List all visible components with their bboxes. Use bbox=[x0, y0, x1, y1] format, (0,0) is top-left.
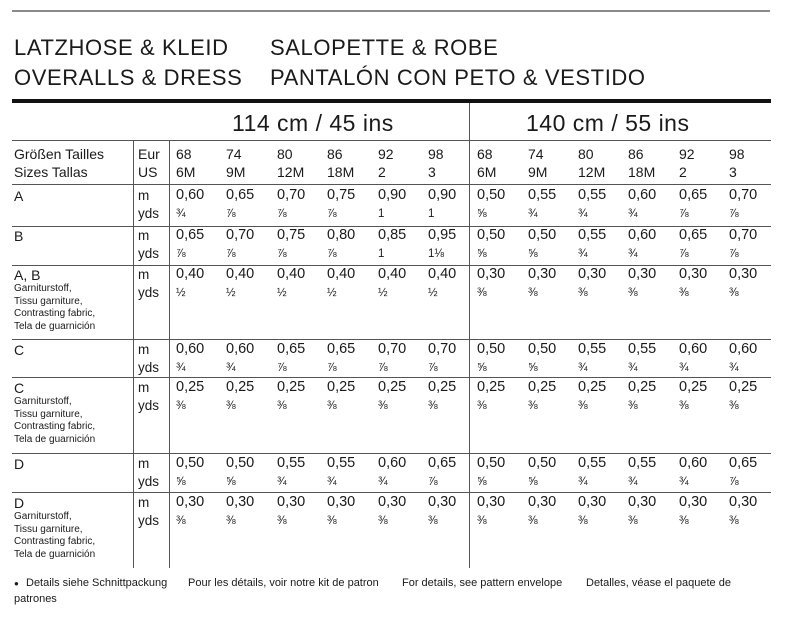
size-us: 3 bbox=[428, 164, 436, 180]
row-sublabel: Tela de guarnición bbox=[14, 433, 96, 445]
meters-value: 0,25 bbox=[528, 379, 557, 395]
size-eur: 74 bbox=[528, 146, 544, 162]
yards-value: ⅜ bbox=[528, 515, 538, 527]
col-rule-label bbox=[133, 140, 134, 568]
size-eur: 98 bbox=[729, 146, 745, 162]
yards-value: ⅝ bbox=[528, 362, 538, 374]
unit-yards: yds bbox=[138, 246, 160, 261]
meters-value: 0,30 bbox=[729, 266, 758, 282]
row-label: D bbox=[14, 495, 25, 511]
yards-value: ½ bbox=[277, 287, 287, 299]
size-us: 3 bbox=[729, 164, 737, 180]
meters-value: 0,60 bbox=[226, 341, 255, 357]
yards-value: ⅞ bbox=[729, 476, 739, 488]
yards-value: ⅜ bbox=[628, 400, 638, 412]
meters-value: 0,75 bbox=[277, 227, 306, 243]
yards-value: ¾ bbox=[628, 362, 638, 374]
meters-value: 0,55 bbox=[578, 455, 607, 471]
size-us: 18M bbox=[628, 164, 656, 180]
width-header-rule bbox=[12, 140, 771, 141]
meters-value: 0,30 bbox=[679, 266, 708, 282]
unit-yards: yds bbox=[138, 474, 160, 489]
meters-value: 0,30 bbox=[477, 266, 506, 282]
meters-value: 0,30 bbox=[528, 494, 557, 510]
yards-value: ⅜ bbox=[277, 400, 287, 412]
meters-value: 0,65 bbox=[176, 227, 205, 243]
meters-value: 0,40 bbox=[277, 266, 306, 282]
unit-yards: yds bbox=[138, 285, 160, 300]
size-us: 9M bbox=[226, 164, 246, 180]
meters-value: 0,65 bbox=[428, 455, 457, 471]
yards-value: ⅝ bbox=[477, 476, 487, 488]
yards-value: ⅜ bbox=[477, 287, 487, 299]
yards-value: ⅜ bbox=[729, 287, 739, 299]
meters-value: 0,50 bbox=[477, 455, 506, 471]
meters-value: 0,40 bbox=[327, 266, 356, 282]
row-sublabel: Garniturstoff, bbox=[14, 396, 72, 407]
yards-value: ⅞ bbox=[327, 208, 337, 220]
size-eur: 98 bbox=[428, 146, 444, 162]
yards-value: 1 bbox=[378, 208, 385, 220]
yards-value: ¾ bbox=[578, 362, 588, 374]
meters-value: 0,65 bbox=[679, 227, 708, 243]
yards-value: ½ bbox=[378, 287, 388, 299]
yards-value: ½ bbox=[226, 287, 236, 299]
meters-value: 0,75 bbox=[327, 187, 356, 203]
yards-value: ¾ bbox=[628, 208, 638, 220]
yards-value: ¾ bbox=[327, 476, 337, 488]
meters-value: 0,30 bbox=[679, 494, 708, 510]
yards-value: ¾ bbox=[578, 476, 588, 488]
yards-value: ⅜ bbox=[477, 515, 487, 527]
fabric-width-140: 140 cm / 55 ins bbox=[526, 110, 690, 136]
yards-value: ⅜ bbox=[226, 515, 236, 527]
size-us: 6M bbox=[477, 164, 497, 180]
meters-value: 0,50 bbox=[477, 187, 506, 203]
meters-value: 0,30 bbox=[528, 266, 557, 282]
meters-value: 0,60 bbox=[679, 455, 708, 471]
yards-value: ⅞ bbox=[327, 362, 337, 374]
yards-value: ⅜ bbox=[378, 515, 388, 527]
yards-value: ⅜ bbox=[729, 515, 739, 527]
yards-value: ⅞ bbox=[277, 208, 287, 220]
yards-value: ¾ bbox=[628, 248, 638, 260]
meters-value: 0,60 bbox=[628, 227, 657, 243]
col-rule-width bbox=[469, 103, 470, 568]
meters-value: 0,80 bbox=[327, 227, 356, 243]
meters-value: 0,55 bbox=[578, 227, 607, 243]
meters-value: 0,55 bbox=[528, 187, 557, 203]
yards-value: ¾ bbox=[277, 476, 287, 488]
meters-value: 0,30 bbox=[729, 494, 758, 510]
yards-value: ¾ bbox=[176, 362, 186, 374]
yards-value: ⅞ bbox=[428, 362, 438, 374]
yards-value: ⅜ bbox=[679, 400, 689, 412]
meters-value: 0,30 bbox=[277, 494, 306, 510]
size-eur: 68 bbox=[477, 146, 493, 162]
yards-value: ⅞ bbox=[729, 208, 739, 220]
yards-value: ⅝ bbox=[528, 248, 538, 260]
unit-eur-label: Eur bbox=[138, 146, 160, 162]
meters-value: 0,70 bbox=[226, 227, 255, 243]
meters-value: 0,50 bbox=[176, 455, 205, 471]
yards-value: ⅞ bbox=[277, 362, 287, 374]
unit-meters: m bbox=[138, 228, 150, 243]
meters-value: 0,70 bbox=[729, 187, 758, 203]
meters-value: 0,55 bbox=[578, 187, 607, 203]
unit-yards: yds bbox=[138, 513, 160, 528]
row-label: B bbox=[14, 228, 24, 244]
yards-value: ⅜ bbox=[528, 400, 538, 412]
yards-value: ¾ bbox=[729, 362, 739, 374]
meters-value: 0,40 bbox=[378, 266, 407, 282]
yards-value: ⅝ bbox=[226, 476, 236, 488]
yards-value: ⅜ bbox=[628, 515, 638, 527]
yards-value: ⅜ bbox=[176, 515, 186, 527]
unit-meters: m bbox=[138, 456, 150, 471]
yards-value: ⅜ bbox=[679, 515, 689, 527]
meters-value: 0,70 bbox=[428, 341, 457, 357]
yards-value: ⅜ bbox=[327, 400, 337, 412]
row-label: C bbox=[14, 380, 25, 396]
meters-value: 0,70 bbox=[729, 227, 758, 243]
yards-value: 1⅛ bbox=[428, 248, 444, 260]
row-label: C bbox=[14, 342, 25, 358]
meters-value: 0,65 bbox=[729, 455, 758, 471]
row-sublabel: Contrasting fabric, bbox=[14, 536, 96, 547]
unit-yards: yds bbox=[138, 360, 160, 375]
meters-value: 0,30 bbox=[477, 494, 506, 510]
meters-value: 0,55 bbox=[578, 341, 607, 357]
row-sublabel: Tissu garniture, bbox=[14, 295, 83, 307]
yards-value: ¾ bbox=[528, 208, 538, 220]
size-label-line1: Größen Tailles bbox=[14, 146, 105, 162]
footer-german: Details siehe Schnittpackung bbox=[26, 577, 168, 589]
row-sublabel: Contrasting fabric, bbox=[14, 308, 96, 319]
unit-us-label: US bbox=[138, 164, 158, 180]
size-us: 18M bbox=[327, 164, 355, 180]
meters-value: 0,25 bbox=[428, 379, 457, 395]
col-rule-unit bbox=[169, 140, 170, 568]
yards-value: ⅝ bbox=[477, 248, 487, 260]
yards-value: ⅜ bbox=[327, 515, 337, 527]
size-eur: 86 bbox=[628, 146, 644, 162]
size-us: 9M bbox=[528, 164, 548, 180]
yards-value: ¾ bbox=[628, 476, 638, 488]
row-sublabel: Tela de guarnición bbox=[14, 320, 96, 332]
yards-value: 1 bbox=[378, 248, 385, 260]
meters-value: 0,85 bbox=[378, 227, 407, 243]
meters-value: 0,65 bbox=[327, 341, 356, 357]
meters-value: 0,40 bbox=[428, 266, 457, 282]
size-eur: 86 bbox=[327, 146, 343, 162]
meters-value: 0,25 bbox=[277, 379, 306, 395]
size-us: 2 bbox=[679, 164, 687, 180]
yards-value: ⅜ bbox=[226, 400, 236, 412]
meters-value: 0,30 bbox=[378, 494, 407, 510]
meters-value: 0,50 bbox=[477, 227, 506, 243]
yards-value: ¾ bbox=[578, 208, 588, 220]
meters-value: 0,30 bbox=[628, 494, 657, 510]
bullet-icon: ● bbox=[14, 579, 19, 588]
meters-value: 0,55 bbox=[628, 455, 657, 471]
meters-value: 0,25 bbox=[477, 379, 506, 395]
yards-value: ⅝ bbox=[477, 208, 487, 220]
unit-yards: yds bbox=[138, 398, 160, 413]
yards-value: ⅜ bbox=[578, 287, 588, 299]
yards-value: ⅞ bbox=[679, 208, 689, 220]
yards-value: ⅜ bbox=[679, 287, 689, 299]
size-eur: 92 bbox=[679, 146, 695, 162]
footer-spanish-cont: patrones bbox=[14, 593, 57, 605]
yards-value: ⅞ bbox=[378, 362, 388, 374]
meters-value: 0,90 bbox=[428, 187, 457, 203]
unit-meters: m bbox=[138, 342, 150, 357]
yards-value: ⅜ bbox=[378, 400, 388, 412]
meters-value: 0,60 bbox=[378, 455, 407, 471]
meters-value: 0,65 bbox=[226, 187, 255, 203]
yards-value: ⅝ bbox=[477, 362, 487, 374]
title-spanish: PANTALÓN CON PETO & VESTIDO bbox=[270, 65, 646, 90]
size-eur: 80 bbox=[578, 146, 594, 162]
meters-value: 0,65 bbox=[277, 341, 306, 357]
title-english: OVERALLS & DRESS bbox=[14, 65, 243, 90]
title-german: LATZHOSE & KLEID bbox=[14, 35, 229, 60]
meters-value: 0,30 bbox=[628, 266, 657, 282]
size-eur: 68 bbox=[176, 146, 192, 162]
meters-value: 0,60 bbox=[176, 341, 205, 357]
yards-value: ⅝ bbox=[176, 476, 186, 488]
meters-value: 0,25 bbox=[628, 379, 657, 395]
meters-value: 0,25 bbox=[729, 379, 758, 395]
meters-value: 0,25 bbox=[578, 379, 607, 395]
yards-value: ⅜ bbox=[176, 400, 186, 412]
unit-meters: m bbox=[138, 380, 150, 395]
yards-value: 1 bbox=[428, 208, 435, 220]
top-rule bbox=[12, 10, 770, 12]
meters-value: 0,50 bbox=[477, 341, 506, 357]
row-sublabel: Tissu garniture, bbox=[14, 408, 83, 420]
meters-value: 0,30 bbox=[327, 494, 356, 510]
size-us: 12M bbox=[578, 164, 606, 180]
yards-value: ½ bbox=[428, 287, 438, 299]
meters-value: 0,50 bbox=[528, 341, 557, 357]
row-label: D bbox=[14, 456, 25, 472]
meters-value: 0,40 bbox=[176, 266, 205, 282]
meters-value: 0,60 bbox=[679, 341, 708, 357]
meters-value: 0,95 bbox=[428, 227, 457, 243]
footer-english: For details, see pattern envelope bbox=[402, 577, 563, 589]
meters-value: 0,55 bbox=[277, 455, 306, 471]
yards-value: ⅞ bbox=[226, 208, 236, 220]
meters-value: 0,25 bbox=[176, 379, 205, 395]
yards-value: ⅞ bbox=[176, 248, 186, 260]
row-sublabel: Contrasting fabric, bbox=[14, 421, 96, 432]
unit-meters: m bbox=[138, 495, 150, 510]
yards-value: ⅞ bbox=[428, 476, 438, 488]
meters-value: 0,55 bbox=[327, 455, 356, 471]
yards-value: ⅞ bbox=[327, 248, 337, 260]
row-sublabel: Garniturstoff, bbox=[14, 283, 72, 294]
unit-meters: m bbox=[138, 188, 150, 203]
meters-value: 0,90 bbox=[378, 187, 407, 203]
yards-value: ⅞ bbox=[679, 248, 689, 260]
yards-value: ¾ bbox=[578, 248, 588, 260]
yards-value: ⅜ bbox=[729, 400, 739, 412]
title-french: SALOPETTE & ROBE bbox=[270, 35, 499, 60]
row-label: A, B bbox=[14, 267, 41, 283]
size-eur: 80 bbox=[277, 146, 293, 162]
meters-value: 0,50 bbox=[528, 227, 557, 243]
yards-value: ⅜ bbox=[277, 515, 287, 527]
row-sublabel: Garniturstoff, bbox=[14, 511, 72, 522]
yards-value: ⅞ bbox=[277, 248, 287, 260]
yards-value: ¾ bbox=[226, 362, 236, 374]
yards-value: ⅞ bbox=[226, 248, 236, 260]
yards-value: ½ bbox=[176, 287, 186, 299]
meters-value: 0,30 bbox=[428, 494, 457, 510]
footer-spanish: Detalles, véase el paquete de bbox=[586, 577, 731, 589]
heading-rule bbox=[12, 99, 771, 103]
meters-value: 0,25 bbox=[378, 379, 407, 395]
meters-value: 0,70 bbox=[378, 341, 407, 357]
meters-value: 0,40 bbox=[226, 266, 255, 282]
header-bottom-rule bbox=[12, 184, 771, 185]
meters-value: 0,30 bbox=[578, 494, 607, 510]
yards-value: ⅜ bbox=[578, 400, 588, 412]
unit-yards: yds bbox=[138, 206, 160, 221]
yards-value: ⅜ bbox=[528, 287, 538, 299]
meters-value: 0,60 bbox=[628, 187, 657, 203]
row-label: A bbox=[14, 188, 24, 204]
meters-value: 0,30 bbox=[226, 494, 255, 510]
meters-value: 0,60 bbox=[176, 187, 205, 203]
size-us: 2 bbox=[378, 164, 386, 180]
meters-value: 0,50 bbox=[528, 455, 557, 471]
yards-value: ⅜ bbox=[428, 515, 438, 527]
meters-value: 0,30 bbox=[176, 494, 205, 510]
yards-value: ½ bbox=[327, 287, 337, 299]
size-eur: 74 bbox=[226, 146, 242, 162]
meters-value: 0,50 bbox=[226, 455, 255, 471]
yards-value: ¾ bbox=[378, 476, 388, 488]
yards-value: ⅞ bbox=[729, 248, 739, 260]
footer-french: Pour les détails, voir notre kit de patron bbox=[188, 577, 379, 589]
fabric-width-114: 114 cm / 45 ins bbox=[232, 110, 394, 136]
size-label-line2: Sizes Tallas bbox=[14, 164, 88, 180]
meters-value: 0,55 bbox=[628, 341, 657, 357]
yards-value: ⅜ bbox=[477, 400, 487, 412]
meters-value: 0,30 bbox=[578, 266, 607, 282]
unit-meters: m bbox=[138, 267, 150, 282]
yards-value: ⅜ bbox=[628, 287, 638, 299]
size-eur: 92 bbox=[378, 146, 394, 162]
yards-value: ⅜ bbox=[428, 400, 438, 412]
size-us: 12M bbox=[277, 164, 305, 180]
yards-value: ⅝ bbox=[528, 476, 538, 488]
yards-value: ¾ bbox=[679, 476, 689, 488]
meters-value: 0,25 bbox=[226, 379, 255, 395]
meters-value: 0,70 bbox=[277, 187, 306, 203]
yards-value: ¾ bbox=[679, 362, 689, 374]
size-us: 6M bbox=[176, 164, 196, 180]
meters-value: 0,60 bbox=[729, 341, 758, 357]
meters-value: 0,25 bbox=[327, 379, 356, 395]
meters-value: 0,25 bbox=[679, 379, 708, 395]
row-sublabel: Tissu garniture, bbox=[14, 523, 83, 535]
yards-value: ⅜ bbox=[578, 515, 588, 527]
row-sublabel: Tela de guarnición bbox=[14, 548, 96, 560]
meters-value: 0,65 bbox=[679, 187, 708, 203]
yards-value: ¾ bbox=[176, 208, 186, 220]
